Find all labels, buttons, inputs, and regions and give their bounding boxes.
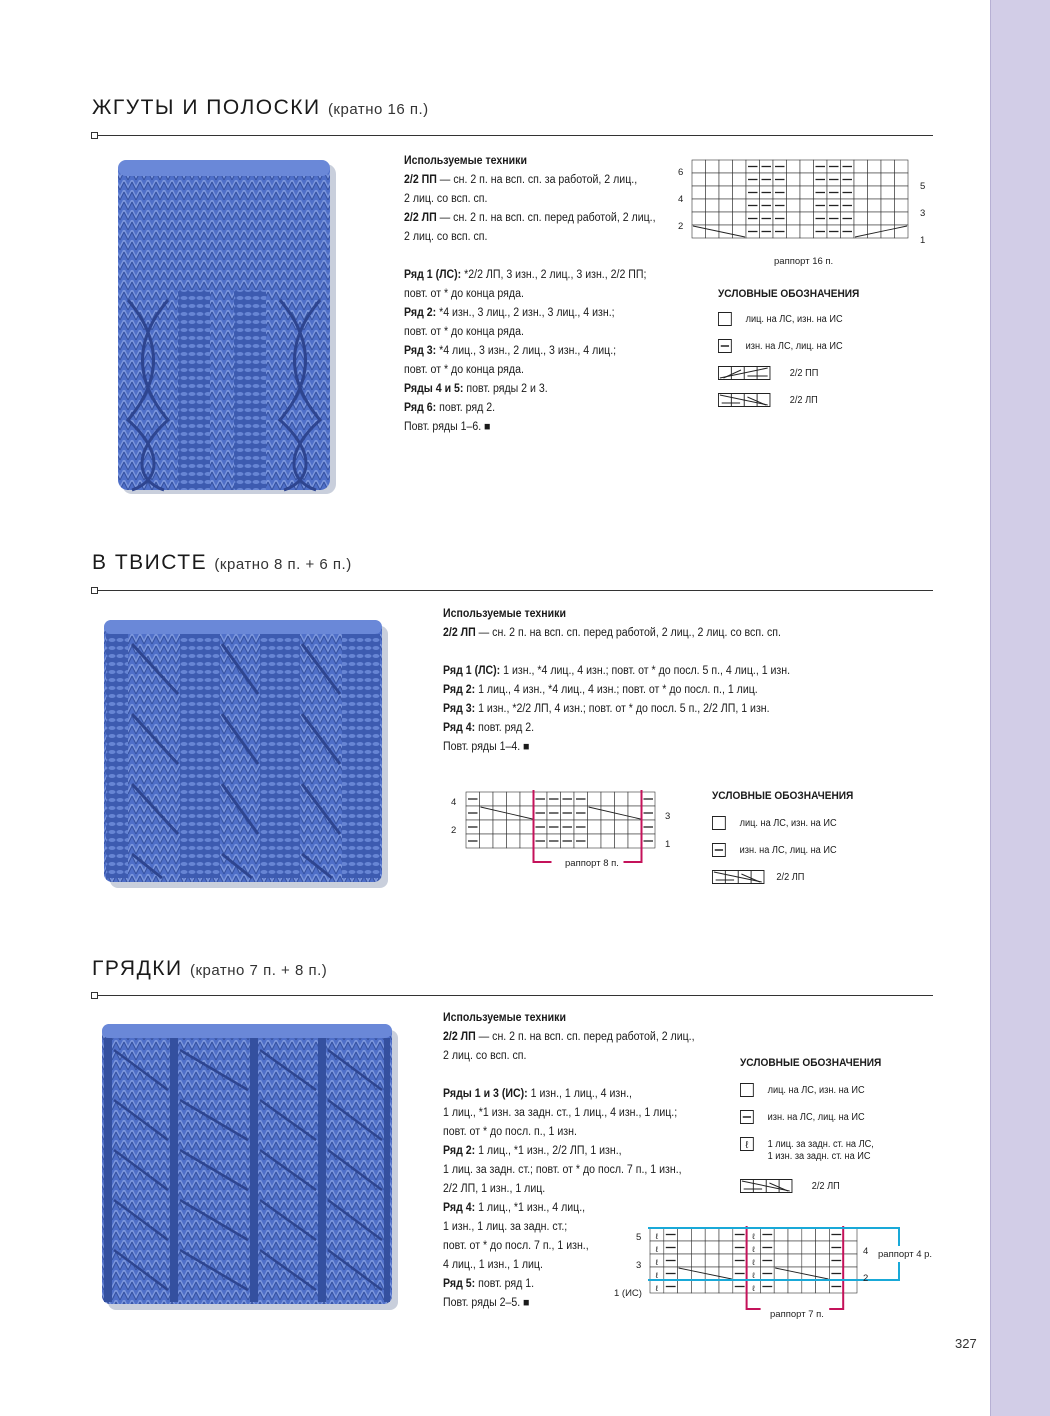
row-instruction: 4 лиц., 1 изн., 1 лиц. xyxy=(443,1259,543,1271)
chart-cell xyxy=(706,173,720,186)
section-3-rule xyxy=(92,995,933,996)
chart-cell xyxy=(678,1241,692,1254)
chart-cell xyxy=(868,212,882,225)
chart-cell xyxy=(854,173,868,186)
chart-cell xyxy=(719,173,733,186)
legend-item-cable-right: 2/2 ПП xyxy=(718,366,859,393)
row-instruction: Ряды 1 и 3 (ИС): 1 изн., 1 лиц., 4 изн., xyxy=(443,1088,632,1100)
chart-cell xyxy=(854,212,868,225)
row-instruction: Ряд 4: повт. ряд 2. xyxy=(443,722,535,734)
row-number: 2 xyxy=(451,825,457,836)
chart-cell xyxy=(802,1254,816,1267)
chart-cell xyxy=(719,186,733,199)
chart-cell xyxy=(507,806,521,820)
chart-cell xyxy=(733,212,747,225)
chart-cell xyxy=(628,792,642,806)
section-2-rule xyxy=(92,590,933,591)
chart-cell xyxy=(868,173,882,186)
chart-cell xyxy=(719,199,733,212)
twisted-mark: ℓ xyxy=(655,1245,659,1254)
chart-cell xyxy=(802,1280,816,1293)
cable-left-symbol-icon xyxy=(740,1179,795,1193)
chart-cell xyxy=(706,212,720,225)
chart-cell xyxy=(588,834,602,848)
stitch-chart-1 xyxy=(670,155,930,270)
chart-cell xyxy=(493,792,507,806)
row-number: 1 (ИС) xyxy=(614,1288,642,1299)
row-number: 4 xyxy=(451,797,457,808)
purl-symbol-icon xyxy=(712,843,727,857)
chart-cell xyxy=(868,199,882,212)
chart-cell xyxy=(601,834,615,848)
cable-left-symbol-icon xyxy=(712,870,767,884)
legend-item-knit: лиц. на ЛС, изн. на ИС xyxy=(740,1083,881,1110)
page-number: 327 xyxy=(955,1336,977,1351)
chart-cell xyxy=(719,1280,733,1293)
row-instruction: Повт. ряды 2–5. ■ xyxy=(443,1297,530,1309)
row-number: 4 xyxy=(678,194,684,205)
twisted-stitch-symbol-icon xyxy=(740,1137,755,1151)
section-1-title-text: ЖГУТЫ И ПОЛОСКИ xyxy=(92,96,321,119)
technique-line: 2 лиц. со всп. сп. xyxy=(404,231,488,243)
chart-cell xyxy=(881,160,895,173)
row-number: 5 xyxy=(920,181,926,192)
twisted-mark: ℓ xyxy=(752,1284,755,1293)
section-1-multiple: (кратно 16 п.) xyxy=(327,101,429,118)
chart-cell xyxy=(480,792,494,806)
chart-cell xyxy=(868,186,882,199)
chart-cell xyxy=(520,820,534,834)
chart-cell xyxy=(615,834,629,848)
chart-cell xyxy=(601,820,615,834)
knit-symbol-icon xyxy=(740,1083,755,1097)
chart-cell xyxy=(802,1228,816,1241)
row-instruction: Ряд 2: *4 изн., 3 лиц., 2 изн., 3 лиц., 4 изн.; xyxy=(404,307,615,319)
chart-cell xyxy=(774,1228,788,1241)
chart-cell xyxy=(800,225,814,238)
chart-cell xyxy=(601,792,615,806)
chart-grid xyxy=(692,160,908,238)
row-number: 3 xyxy=(665,811,671,822)
chart-cell xyxy=(787,160,801,173)
twisted-mark: ℓ xyxy=(655,1258,659,1267)
legend-item-knit: лиц. на ЛС, изн. на ИС xyxy=(712,816,853,843)
chart-cell xyxy=(507,792,521,806)
chart-cell xyxy=(787,173,801,186)
chart-cell xyxy=(854,186,868,199)
legend-item-purl: изн. на ЛС, лиц. на ИС xyxy=(712,843,853,870)
legend-title: УСЛОВНЫЕ ОБОЗНАЧЕНИЯ xyxy=(740,1057,882,1069)
chart-cell xyxy=(480,820,494,834)
row-instruction: Ряд 2: 1 лиц., *1 изн., 2/2 ЛП, 1 изн., xyxy=(443,1145,622,1157)
chart-cell xyxy=(787,212,801,225)
twisted-mark: ℓ xyxy=(752,1258,755,1267)
chart-cell xyxy=(692,173,706,186)
chart-cell xyxy=(787,199,801,212)
chart-cell xyxy=(705,1228,719,1241)
chart-cell xyxy=(895,173,909,186)
section-2-title-text: В ТВИСТЕ xyxy=(92,551,208,574)
chart-cell xyxy=(615,806,629,820)
chart-grid xyxy=(648,1226,899,1309)
chart-cell xyxy=(480,834,494,848)
row-number: 3 xyxy=(636,1260,642,1271)
chart-cell xyxy=(692,212,706,225)
chart-cell xyxy=(774,1241,788,1254)
chart-cell xyxy=(719,1254,733,1267)
svg-text:ℓ: ℓ xyxy=(745,1139,749,1151)
chart-cell xyxy=(802,1241,816,1254)
purl-symbol-icon xyxy=(718,339,733,353)
twisted-mark: ℓ xyxy=(752,1232,755,1241)
chart-cell xyxy=(615,792,629,806)
chart-cell xyxy=(691,1280,705,1293)
technique-line: 2 лиц. со всп. сп. xyxy=(443,1050,527,1062)
chart-cell xyxy=(705,1254,719,1267)
chart-cell xyxy=(691,1228,705,1241)
chart-cell xyxy=(628,820,642,834)
chart-grid xyxy=(466,790,655,862)
repeat-caption: раппорт 8 п. xyxy=(565,858,619,869)
swatch-photo-3 xyxy=(92,1010,412,1310)
chart-cell xyxy=(615,820,629,834)
chart-cell xyxy=(843,1267,857,1280)
chart-cell xyxy=(733,186,747,199)
chart-cell xyxy=(733,199,747,212)
section-3-multiple: (кратно 7 п. + 8 п.) xyxy=(189,962,328,979)
chart-cell xyxy=(507,820,521,834)
chart-cell xyxy=(493,834,507,848)
chart-cell xyxy=(788,1254,802,1267)
legend-item-purl: изн. на ЛС, лиц. на ИС xyxy=(718,339,859,366)
section-title-3 xyxy=(92,957,327,981)
chart-cell xyxy=(788,1228,802,1241)
stitch-chart-3 xyxy=(608,1222,938,1324)
chart-cell xyxy=(520,834,534,848)
legend-title: УСЛОВНЫЕ ОБОЗНАЧЕНИЯ xyxy=(718,288,860,300)
row-number: 3 xyxy=(920,208,926,219)
chart-cell xyxy=(843,1228,857,1241)
chart-cell xyxy=(774,1254,788,1267)
instructions-1 xyxy=(404,152,656,437)
chart-cell xyxy=(678,1280,692,1293)
twisted-mark: ℓ xyxy=(655,1284,659,1293)
technique-line: 2/2 ЛП — сн. 2 п. на всп. сп. перед работой, 2 лиц., xyxy=(404,212,656,224)
chart-cell xyxy=(788,1241,802,1254)
techniques-heading-2: Используемые техники xyxy=(443,608,566,620)
legend-item-purl: изн. на ЛС, лиц. на ИС xyxy=(740,1110,881,1137)
twisted-mark: ℓ xyxy=(655,1232,659,1241)
section-3-title-text: ГРЯДКИ xyxy=(92,957,183,980)
row-instruction: Ряд 1 (ЛС): 1 изн., *4 лиц., 4 изн.; повт. от * до посл. 5 п., 4 лиц., 1 изн. xyxy=(443,665,791,677)
chart-cell xyxy=(800,212,814,225)
section-2-multiple: (кратно 8 п. + 6 п.) xyxy=(214,556,352,573)
chart-cell xyxy=(719,1228,733,1241)
chart-cell xyxy=(678,1254,692,1267)
row-instruction: 1 лиц. за задн. ст.; повт. от * до посл. 7 п., 1 изн., xyxy=(443,1164,682,1176)
chart-cell xyxy=(588,792,602,806)
chart-cell xyxy=(895,212,909,225)
chart-cell xyxy=(705,1241,719,1254)
chart-cell xyxy=(520,792,534,806)
chart-cell xyxy=(816,1241,830,1254)
chapter-tab xyxy=(990,0,1050,1416)
chart-cell xyxy=(706,199,720,212)
chart-cell xyxy=(788,1280,802,1293)
chart-cell xyxy=(719,1241,733,1254)
chart-cell xyxy=(895,160,909,173)
row-number: 5 xyxy=(636,1232,642,1243)
chart-cell xyxy=(843,1280,857,1293)
chart-cell xyxy=(854,160,868,173)
chart-cell xyxy=(719,160,733,173)
row-number: 2 xyxy=(863,1273,869,1284)
chart-cell xyxy=(692,199,706,212)
row-instruction: Ряд 4: 1 лиц., *1 изн., 4 лиц., xyxy=(443,1202,586,1214)
chart-cell xyxy=(733,160,747,173)
row-instruction: Ряды 4 и 5: повт. ряды 2 и 3. xyxy=(404,383,548,395)
chart-cell xyxy=(692,160,706,173)
instructions-2 xyxy=(443,605,790,757)
row-number: 2 xyxy=(678,221,684,232)
row-instruction: повт. от * до посл. 7 п., 1 изн., xyxy=(443,1240,589,1252)
row-number: 1 xyxy=(665,839,671,850)
row-instruction: повт. от * до конца ряда. xyxy=(404,364,524,376)
technique-line: 2 лиц. со всп. сп. xyxy=(404,193,488,205)
knit-symbol-icon xyxy=(712,816,727,830)
chart-cell xyxy=(691,1241,705,1254)
chart-cell xyxy=(800,186,814,199)
chart-cell xyxy=(601,806,615,820)
repeat-caption: раппорт 16 п. xyxy=(774,256,834,267)
row-number: 1 xyxy=(920,235,926,246)
chart-cell xyxy=(733,173,747,186)
technique-line: 2/2 ЛП — сн. 2 п. на всп. сп. перед работой, 2 лиц., xyxy=(443,1031,695,1043)
chart-cell xyxy=(816,1254,830,1267)
legend-item-knit: лиц. на ЛС, изн. на ИС xyxy=(718,312,859,339)
chart-cell xyxy=(816,1228,830,1241)
chart-cell xyxy=(881,186,895,199)
techniques-heading-1: Используемые техники xyxy=(404,155,527,167)
chart-cell xyxy=(881,212,895,225)
chart-cell xyxy=(895,199,909,212)
chart-cell xyxy=(705,1280,719,1293)
row-instruction: Ряд 5: повт. ряд 1. xyxy=(443,1278,535,1290)
knit-symbol-icon xyxy=(718,312,733,326)
chart-cell xyxy=(895,186,909,199)
section-title-2 xyxy=(92,551,352,575)
chart-cell xyxy=(881,173,895,186)
chart-cell xyxy=(774,1280,788,1293)
row-number: 4 xyxy=(863,1246,869,1257)
twisted-mark: ℓ xyxy=(752,1271,755,1280)
section-title-1 xyxy=(92,96,429,120)
repeat-caption: раппорт 7 п. xyxy=(770,1309,824,1320)
legend-item-cable-left: 2/2 ЛП xyxy=(740,1179,881,1206)
chart-cell xyxy=(800,160,814,173)
row-instruction: 1 изн., 1 лиц. за задн. ст.; xyxy=(443,1221,568,1233)
row-instruction: Ряд 6: повт. ряд 2. xyxy=(404,402,496,414)
chart-cell xyxy=(588,820,602,834)
chart-cell xyxy=(706,186,720,199)
chart-cell xyxy=(800,199,814,212)
chart-cell xyxy=(787,225,801,238)
chart-cell xyxy=(800,173,814,186)
legend-3 xyxy=(740,1057,881,1206)
legend-title: УСЛОВНЫЕ ОБОЗНАЧЕНИЯ xyxy=(712,790,854,802)
chart-cell xyxy=(881,199,895,212)
section-1-rule xyxy=(92,135,933,136)
row-number: 6 xyxy=(678,167,684,178)
chart-cell xyxy=(719,212,733,225)
row-instruction: Повт. ряды 1–6. ■ xyxy=(404,421,491,433)
row-instruction: Ряд 2: 1 лиц., 4 изн., *4 лиц., 4 изн.; повт. от * до посл. п., 1 лиц. xyxy=(443,684,758,696)
chart-cell xyxy=(816,1280,830,1293)
row-instruction: Ряд 3: *4 лиц., 3 изн., 2 лиц., 3 изн., 4 лиц.; xyxy=(404,345,617,357)
legend-item-cable-left: 2/2 ЛП xyxy=(718,393,859,420)
row-instruction: Ряд 1 (ЛС): *2/2 ЛП, 3 изн., 2 лиц., 3 изн., 2/2 ПП; xyxy=(404,269,647,281)
technique-line: 2/2 ЛП — сн. 2 п. на всп. сп. перед работой, 2 лиц., 2 лиц. со всп. сп. xyxy=(443,627,781,639)
row-instruction: повт. от * до посл. п., 1 изн. xyxy=(443,1126,577,1138)
row-instruction: 2/2 ЛП, 1 изн., 1 лиц. xyxy=(443,1183,546,1195)
chart-cell xyxy=(843,1241,857,1254)
cable-left-symbol-icon xyxy=(718,393,773,407)
chart-cell xyxy=(854,199,868,212)
chart-cell xyxy=(843,1254,857,1267)
techniques-heading-3: Используемые техники xyxy=(443,1012,566,1024)
row-instruction: 1 лиц., *1 изн. за задн. ст., 1 лиц., 4 изн., 1 лиц.; xyxy=(443,1107,678,1119)
legend-2 xyxy=(712,790,853,897)
row-instruction: Ряд 3: 1 изн., *2/2 ЛП, 4 изн.; повт. от * до посл. 5 п., 2/2 ЛП, 1 изн. xyxy=(443,703,770,715)
chart-cell xyxy=(493,806,507,820)
stitch-chart-2 xyxy=(446,786,686,874)
row-instruction: повт. от * до конца ряда. xyxy=(404,288,524,300)
chart-cell xyxy=(493,820,507,834)
technique-line: 2/2 ПП — сн. 2 п. на всп. сп. за работой, 2 лиц., xyxy=(404,174,638,186)
legend-item-twisted: ℓ 1 лиц. за задн. ст. на ЛС, 1 изн. за задн. ст. на ИС xyxy=(740,1137,881,1179)
chart-cell xyxy=(628,834,642,848)
chart-cell xyxy=(868,160,882,173)
row-repeat-caption: раппорт 4 р. xyxy=(878,1249,933,1260)
twisted-mark: ℓ xyxy=(655,1271,659,1280)
row-instruction: Повт. ряды 1–4. ■ xyxy=(443,741,530,753)
twisted-mark: ℓ xyxy=(752,1245,755,1254)
chart-cell xyxy=(706,160,720,173)
purl-symbol-icon xyxy=(740,1110,755,1124)
chart-cell xyxy=(678,1228,692,1241)
legend-1 xyxy=(718,288,859,420)
chart-cell xyxy=(507,834,521,848)
swatch-photo-2 xyxy=(92,604,410,898)
cable-right-symbol-icon xyxy=(718,366,773,380)
row-instruction: повт. от * до конца ряда. xyxy=(404,326,524,338)
chart-cell xyxy=(787,186,801,199)
chart-cell xyxy=(692,186,706,199)
legend-item-cable-left: 2/2 ЛП xyxy=(712,870,853,897)
swatch-photo-1 xyxy=(92,150,360,502)
chart-cell xyxy=(691,1254,705,1267)
